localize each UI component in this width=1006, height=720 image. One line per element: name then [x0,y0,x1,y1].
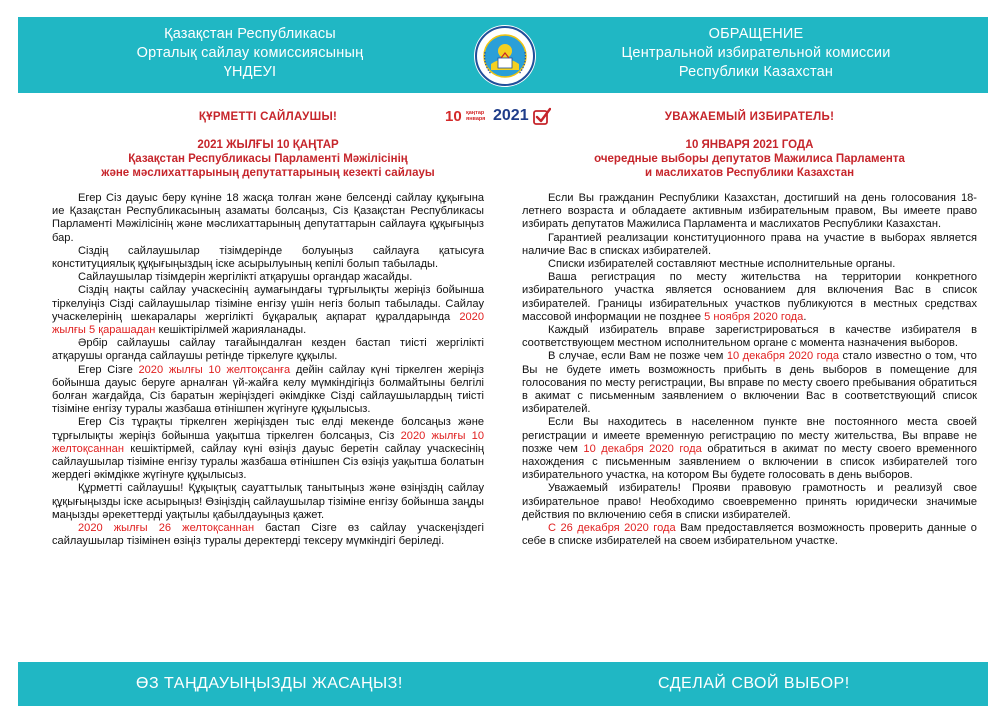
header-title-kz [80,25,420,82]
footer-banner [18,662,988,706]
paragraph-text: Гарантией реализации конституционного права на участие в выборах является наличие Вас в списках избирателей. [522,231,977,257]
subhead-ru-line: и маслихатов Республики Казахстан [644,167,855,179]
slogan-ru: СДЕЛАЙ СВОЙ ВЫБОР! [658,675,850,692]
greeting-kz: ҚҰРМЕТТІ САЙЛАУШЫ! [198,111,338,123]
highlighted-date: С 26 декабря 2020 года [548,522,676,535]
paragraph [522,522,977,548]
greeting-ru: УВАЖАЕМЫЙ ИЗБИРАТЕЛЬ! [664,111,835,123]
date-logo-month-ru: января [466,116,486,122]
paragraph-text: Вам предоставляется возможность проверить данные о себе в списке избирателей на своем избирательном участке. [522,522,977,548]
header-banner [18,17,988,93]
paragraph [522,482,977,522]
paragraph-text: Ваша регистрация по месту жительства на территории конкретного избирательного участка является основанием для включения Вас в список избирателей. Границы избирательных участков публикуются в местных средствах массовой информации не позднее [522,271,977,323]
header-ru-line: ОБРАЩЕНИЕ [708,26,804,42]
slogan-kz: ӨЗ ТАҢДАУЫҢЫЗДЫ ЖАСАҢЫЗ! [136,675,403,692]
paragraph-text: . [803,310,807,323]
election-subhead-ru [522,138,977,180]
paragraph-text: кешіктірмей, сайлау күні өзіңіз дауыс беретін сайлау учаскесінің сайлаушылар тізіміне енгізу туралы жазбаша өтінішпен Сіз өзіңіз уақытша болатын жердегі әкімдікке жүгінуге құқылысыз. [52,442,484,482]
header-title-ru [586,25,926,82]
highlighted-date: 2020 жылғы 10 желтоқсаннан [52,429,485,455]
subhead-ru-line: 10 ЯНВАРЯ 2021 ГОДА [685,139,814,151]
header-ru-line: Центральной избирательной комиссии [621,45,891,61]
paragraph [522,192,977,232]
paragraph-text: Сіздің нақты сайлау учаскесінің аумағындағы тұрғылықты жеріңіз бойынша тіркелуіңіз Сізді сайлаушылар тізіміне енгізу үшін негіз болып табылады. Сайлау учаскелерінің шекаралары жергілікті бұқаралық ақпарат құралдарында [52,284,484,323]
paragraph-text: бастап Сізге өз сайлау учаскеңіздегі сайлаушылар тізімінен өзіңіз туралы деректерді тексеру мүмкіндігі беріледі. [52,522,484,548]
paragraph [522,271,977,324]
header-ru-line: Республики Казахстан [678,64,834,80]
paragraph [52,482,484,522]
paragraph-text: Каждый избиратель вправе зарегистрироваться в качестве избирателя в соответствующем местном исполнительном органе с момента назначения выборов. [522,324,977,350]
highlighted-date: 2020 жылғы 5 қарашадан [52,310,484,337]
paragraph-text: Егер Сіз тұрақты тіркелген жеріңізден тыс елді мекенде болсаңыз және тұрғылықты жеріңіз бойынша уақытша тіркелген болсаңыз, Сіз [52,416,484,442]
paragraph-text: кешіктірілмей жарияланады. [155,324,307,337]
paragraph-text: Әрбір сайлаушы сайлау тағайындалған кезден бастап тиісті жергілікті атқарушы органда сайлаушы ретінде тіркелуге құқылы. [52,337,484,363]
election-commission-emblem-icon [473,24,537,88]
paragraph-text: Сіздің сайлаушылар тізімдерінде болуыңыз сайлауға қатысуға конституциялық құқығыңыздың іске асырылуының кепілі болып табылады. [52,244,484,271]
paragraph-text: В случае, если Вам не позже чем [548,350,727,363]
paragraph [52,245,484,271]
subhead-kz-line: Қазақстан Республикасы Парламенті Мәжілісінің [128,153,408,165]
header-kz-line: ҮНДЕУІ [223,64,277,80]
paragraph-text: Құрметті сайлаушы! Құқықтық сауаттылық танытыңыз және өзіңіздің сайлау құқығыңызды іске асырыңыз! Өзіңіздің сайлаушылар тізіміне енгізу бойынша заңды маңызды әрекеттерді уақтылы қабылдауыңыз қажет. [52,482,484,521]
paragraph [522,350,977,416]
date-logo-year: 2021 [493,107,529,124]
header-kz-line: Орталық сайлау комиссиясының [136,45,364,61]
subhead-kz-line: 2021 ЖЫЛҒЫ 10 ҚАҢТАР [197,139,339,151]
paragraph-text: Сайлаушылар тізімдерін жергілікті атқарушы органдар жасайды. [78,271,413,284]
highlighted-date: 10 декабря 2020 года [583,442,702,455]
paragraph-text: Егер Сіз дауыс беру күніне 18 жасқа толған және белсенді сайлау құқығына ие Қазақстан Республикасының азаматы болсаңыз, Сіз Қазақстан Республикасы Парламенті Мәжілісінің және мәслихаттарының депутаттарын сайлауға құқығыңыз бар. [52,192,484,244]
paragraph-text: дейін сайлау күні тіркелген жеріңіз бойынша дауыс беруге арналған үй-жайға келу мүмкіндігіңіз болмайтыны белгілі болған жағдайда, Сіз баратын жеріңіздегі әкімдікке Сізді сайлаушылардың тиісті тізіміне енгізу туралы жазбаша өтінішпен жүгінуге құқылысыз. [52,363,485,416]
paragraph [52,522,484,548]
appeal-body-ru [522,192,977,548]
header-kz-line: Қазақстан Республикасы [164,26,336,42]
paragraph [52,337,484,363]
paragraph-text: Списки избирателей составляют местные исполнительные органы. [548,258,896,271]
paragraph-text: Егер Сізге [78,363,139,376]
paragraph [522,416,977,482]
paragraph-text: стало известно о том, что Вы не будете иметь возможность прибыть в день выборов в помещение для голосования по месту регистрации, Вы вправе по месту своего пребывания обратиться в акимат с письменным заявлением о включении Вас в соответствующий список избирателей. [522,350,977,416]
paragraph [52,271,484,284]
paragraph [522,232,977,258]
paragraph [522,258,977,271]
date-logo-month-kz: қаңтар [466,110,485,116]
highlighted-date: 2020 жылғы 26 желтоқсаннан [78,522,255,535]
appeal-ru-column [522,104,977,548]
highlighted-date: 5 ноября 2020 года [704,310,804,323]
paragraph-text: Если Вы гражданин Республики Казахстан, достигший на день голосования 18-летнего возраста и обладаете активным избирательным правом, Вы имеете право избирать депутатов Мажилиса Парламента и маслихатов Республики Казахстан. [522,192,977,231]
paragraph-text: Если Вы находитесь в населенном пункте вне постоянного места своей регистрации и имеете временную регистрацию по месту жительства, Вы вправе не позже чем [522,416,977,455]
paragraph [52,284,484,337]
date-logo-day: 10 [445,108,462,125]
appeal-kz-column [52,104,484,548]
highlighted-date: 10 декабря 2020 года [726,350,840,363]
subhead-ru-line: очередные выборы депутатов Мажилиса Парламента [594,153,905,165]
paragraph-text: Уважаемый избиратель! Прояви правовую грамотность и реализуй свое избирательное право! Необходимо своевременно принять юридически значимые действия по включению себя в списки избирателей. [522,482,977,521]
paragraph [52,192,484,245]
subhead-kz-line: және мәслихаттарының депутаттарының кезекті сайлауы [101,167,435,179]
paragraph [52,364,484,417]
paragraph-text: обратиться в акимат по месту своего временного нахождения с письменным заявлением о включении в список избирателей того избирательного участка, на котором Вы будете голосовать в день выборов. [522,442,977,482]
paragraph [52,416,484,482]
paragraph [522,324,977,350]
highlighted-date: 2020 жылғы 10 желтоқсанға [138,363,291,376]
appeal-body-kz [52,192,484,548]
election-subhead-kz [52,138,484,180]
